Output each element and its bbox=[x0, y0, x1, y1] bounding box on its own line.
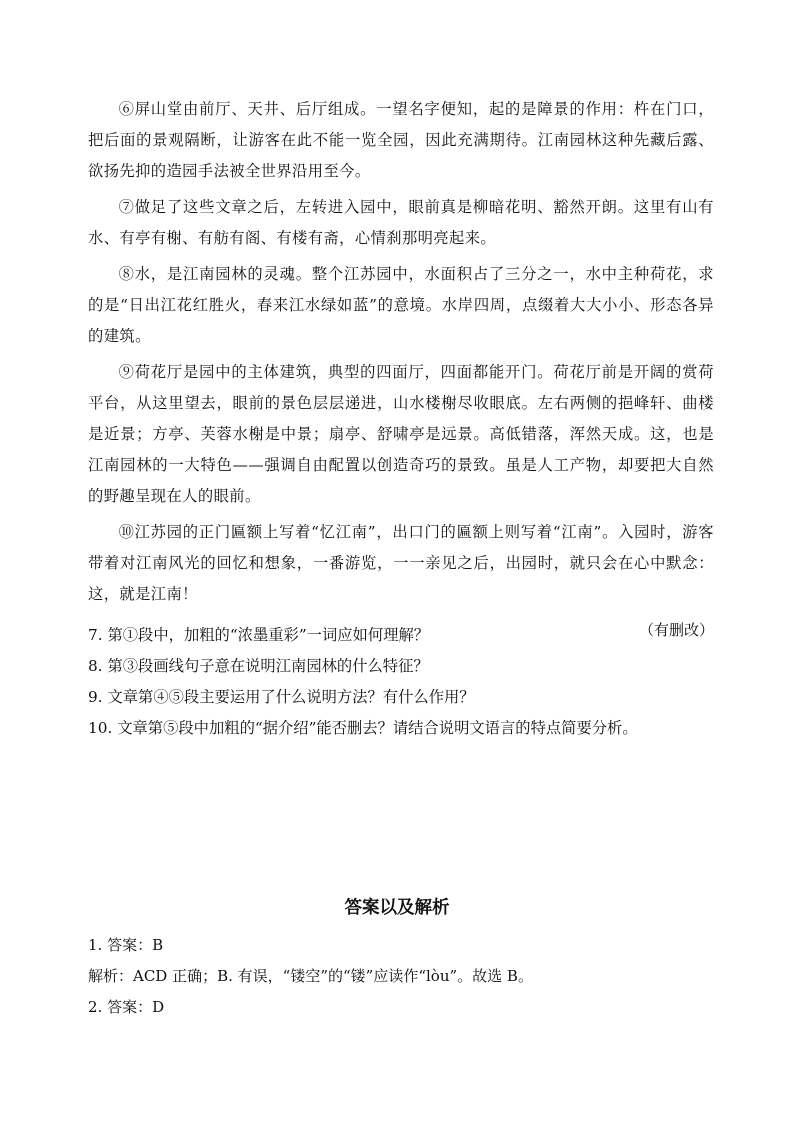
answer-2: 2. 答案：D bbox=[88, 998, 165, 1016]
paragraph-6: ⑥屏山堂由前厅、天井、后厅组成。一望名字便知，起的是障景的作用：杵在门口，把后面的景观隔断，让游客在此不能一览全园，因此充满期待。江南园林这种先藏后露、欲扬先抑的造园手法被全世界沿用至今。 bbox=[88, 100, 714, 180]
question-9: 9. 文章第④⑤段主要运用了什么说明方法？有什么作用？ bbox=[88, 688, 475, 706]
question-8: 8. 第③段画线句子意在说明江南园林的什么特征？ bbox=[88, 657, 429, 675]
reading-passage bbox=[88, 94, 714, 646]
answer-section-title: 答案以及解析 bbox=[344, 898, 450, 918]
answer-list bbox=[88, 930, 728, 1023]
question-10: 10. 文章第⑤段中加粗的“据介绍”能否删去？请结合说明文语言的特点简要分析。 bbox=[88, 719, 638, 737]
question-list bbox=[88, 620, 728, 744]
source-note: （有删改） bbox=[638, 621, 714, 639]
paragraph-7: ⑦做足了这些文章之后，左转进入园中，眼前真是柳暗花明、豁然开朗。这里有山有水、有亭有榭、有舫有阁、有楼有斋，心情刹那明亮起来。 bbox=[88, 198, 714, 247]
answer-1-explanation: 解析：ACD 正确；B. 有误，“镂空”的“镂”应读作“lòu”。故选 B。 bbox=[88, 967, 533, 985]
paragraph-10: ⑩江苏园的正门匾额上写着“忆江南”，出口门的匾额上则写着“江南”。入园时，游客带着对江南风光的回忆和想象，一番游览，一一亲见之后，出园时，就只会在心中默念：这，就是江南！ bbox=[88, 523, 714, 603]
question-7: 7. 第①段中，加粗的“浓墨重彩”一词应如何理解？ bbox=[88, 626, 430, 644]
paragraph-9: ⑨荷花厅是园中的主体建筑，典型的四面厅，四面都能开门。荷花厅前是开阔的赏荷平台，从这里望去，眼前的景色层层递进，山水楼榭尽收眼底。左右两侧的挹峰轩、曲楼是近景；方亭、芙蓉水榭是中景；扇亭、舒啸亭是远景。高低错落，浑然天成。这，也是江南园林的一大特色——强调自由配置以创造奇巧的景致。虽是人工产物，却要把大自然的野趣呈现在人的眼前。 bbox=[88, 363, 714, 505]
paragraph-8: ⑧水，是江南园林的灵魂。整个江苏园中，水面积占了三分之一，水中主种荷花，求的是“日出江花红胜火，春来江水绿如蓝”的意境。水岸四周，点缀着大大小小、形态各异的建筑。 bbox=[88, 265, 714, 345]
answer-1: 1. 答案：B bbox=[88, 936, 164, 954]
